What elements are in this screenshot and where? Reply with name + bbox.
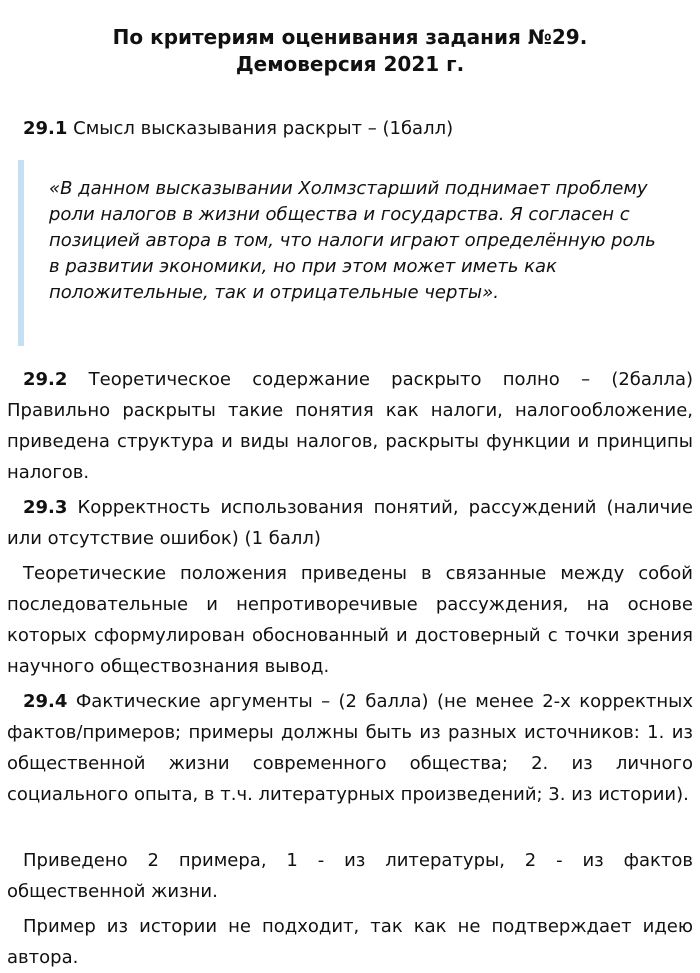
criterion-number: 29.1	[23, 118, 68, 139]
criterion-text: Фактические аргументы – (2 балла) (не менее 2-х корректных фактов/примеров; примеры должны быть из разных источников: 1. из общественной жизни современного общества; 2. из личного социального опыта, в т.ч. литературных произведений; 3. из истории).	[7, 691, 693, 805]
criterion-number: 29.4	[23, 691, 68, 712]
criterion-number: 29.2	[23, 369, 68, 390]
criterion-29-3	[7, 492, 693, 554]
criterion-29-4-comment-2: Пример из истории не подходит, так как не подтверждает идею автора.	[7, 916, 693, 968]
title-line-2: Демоверсия 2021 г.	[235, 52, 465, 76]
page-title	[0, 24, 700, 78]
criterion-number: 29.3	[23, 497, 68, 518]
criterion-text: Смысл высказывания раскрыт – (1балл)	[67, 118, 454, 139]
title-line-1: По критериям оценивания задания №29.	[112, 25, 588, 49]
criterion-29-2	[7, 364, 693, 488]
criterion-text: Теоретическое содержание раскрыто полно – (2балла) Правильно раскрыты такие понятия как налоги, налогообложение, приведена структура и виды налогов, раскрыты функции и принципы налогов.	[7, 369, 693, 483]
criterion-29-4	[7, 686, 693, 810]
criterion-29-4-comment-1: Приведено 2 примера, 1 - из литературы, 2 - из фактов общественной жизни.	[7, 850, 693, 902]
criterion-29-3-comment: Теоретические положения приведены в связанные между собой последовательные и непротиворечивые рассуждения, на основе которых сформулирован обоснованный и достоверный с точки зрения научного обществознания вывод.	[7, 563, 693, 677]
criterion-29-1	[23, 115, 693, 143]
quote-text: «В данном высказывании Холмзстарший поднимает проблему роли налогов в жизни общества и государства. Я согласен с позицией автора в том, что налоги играют определённую роль в развитии экономики, но при этом может иметь как положительные, так и отрицательные черты».	[49, 178, 656, 303]
criterion-text: Корректность использования понятий, рассуждений (наличие или отсутствие ошибок) (1 балл)	[7, 497, 693, 549]
quote-block	[18, 160, 693, 346]
